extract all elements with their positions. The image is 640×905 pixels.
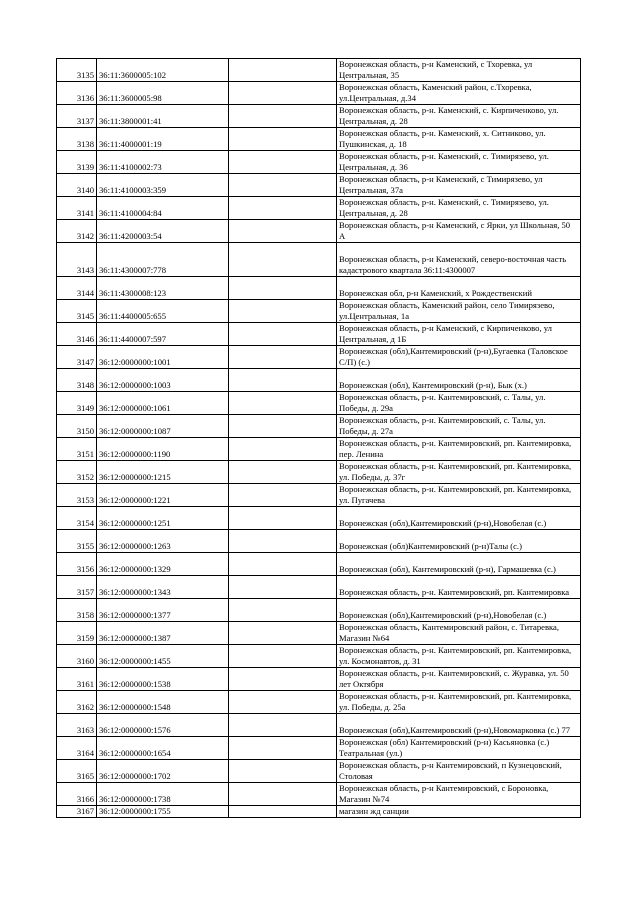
address-cell: Воронежская (обл),Кантемировский (р-н),Новобелая (с.) <box>337 507 581 530</box>
row-number: 3158 <box>57 599 97 622</box>
row-number: 3162 <box>57 691 97 714</box>
address-cell: Воронежская область, р-н Каменский, северо-восточная часть кадастрового квартала 36:11:4300007 <box>337 243 581 277</box>
table-row <box>57 392 581 415</box>
table-row <box>57 737 581 760</box>
empty-cell <box>229 760 337 783</box>
table-row <box>57 82 581 105</box>
cadastral-number: 36:12:0000000:1061 <box>97 392 229 415</box>
row-number: 3137 <box>57 105 97 128</box>
table-row <box>57 576 581 599</box>
empty-cell <box>229 645 337 668</box>
row-number: 3146 <box>57 323 97 346</box>
row-number: 3141 <box>57 197 97 220</box>
table-row <box>57 507 581 530</box>
empty-cell <box>229 174 337 197</box>
cadastral-number: 36:12:0000000:1215 <box>97 461 229 484</box>
cadastral-number: 36:11:4100003:359 <box>97 174 229 197</box>
empty-cell <box>229 346 337 369</box>
table-row <box>57 691 581 714</box>
row-number: 3160 <box>57 645 97 668</box>
row-number: 3161 <box>57 668 97 691</box>
cadastral-number: 36:12:0000000:1538 <box>97 668 229 691</box>
table-row <box>57 300 581 323</box>
cadastral-number: 36:12:0000000:1702 <box>97 760 229 783</box>
cadastral-number: 36:12:0000000:1387 <box>97 622 229 645</box>
cadastral-number: 36:12:0000000:1455 <box>97 645 229 668</box>
address-cell: Воронежская обл, р-н Каменский, х Рождественский <box>337 277 581 300</box>
cadastral-number: 36:12:0000000:1343 <box>97 576 229 599</box>
address-cell: Воронежская область, р-н Каменский, с Тхоревка, ул Центральная, 35 <box>337 59 581 82</box>
table-row <box>57 151 581 174</box>
empty-cell <box>229 668 337 691</box>
table-row <box>57 622 581 645</box>
address-cell: Воронежская область, Каменский район, с.Тхоревка, ул.Центральная, д.34 <box>337 82 581 105</box>
address-cell: Воронежская область, р-н. Кантемировский, рп. Кантемировка, ул. Победы, д. 37г <box>337 461 581 484</box>
table-row <box>57 530 581 553</box>
cadastral-number: 36:11:4100004:84 <box>97 197 229 220</box>
address-cell: Воронежская область, р-н. Кантемировский, с. Журавка, ул. 50 лет Октября <box>337 668 581 691</box>
row-number: 3163 <box>57 714 97 737</box>
address-cell: Воронежская область, р-н Кантемировский, п Кузнецовский, Столовая <box>337 760 581 783</box>
table-row <box>57 438 581 461</box>
empty-cell <box>229 392 337 415</box>
address-cell: магазин жд санции <box>337 806 581 818</box>
empty-cell <box>229 714 337 737</box>
row-number: 3151 <box>57 438 97 461</box>
empty-cell <box>229 415 337 438</box>
cadastral-number: 36:12:0000000:1329 <box>97 553 229 576</box>
registry-table-body <box>57 59 581 818</box>
row-number: 3154 <box>57 507 97 530</box>
table-row <box>57 369 581 392</box>
empty-cell <box>229 576 337 599</box>
table-row <box>57 806 581 818</box>
address-cell: Воронежская (обл), Кантемировский (р-н), Гармашевка (с.) <box>337 553 581 576</box>
address-cell: Воронежская область, р-н. Кантемировский, рп. Кантемировка <box>337 576 581 599</box>
cadastral-number: 36:11:4000001:19 <box>97 128 229 151</box>
cadastral-number: 36:11:4400005:655 <box>97 300 229 323</box>
table-row <box>57 128 581 151</box>
address-cell: Воронежская область, р-н Каменский, с Ярки, ул Школьная, 50 А <box>337 220 581 243</box>
table-row <box>57 243 581 277</box>
empty-cell <box>229 461 337 484</box>
empty-cell <box>229 128 337 151</box>
row-number: 3149 <box>57 392 97 415</box>
empty-cell <box>229 300 337 323</box>
row-number: 3153 <box>57 484 97 507</box>
address-cell: Воронежская (обл),Кантемировский (р-н),Новомарковка (с.) 77 <box>337 714 581 737</box>
table-row <box>57 714 581 737</box>
address-cell: Воронежская область, р-н. Каменский, с. Тимирязево, ул. Центральная, д. 36 <box>337 151 581 174</box>
table-row <box>57 415 581 438</box>
table-row <box>57 323 581 346</box>
row-number: 3145 <box>57 300 97 323</box>
address-cell: Воронежская область, р-н Кантемировский, с Бороновка, Магазин №74 <box>337 783 581 806</box>
table-row <box>57 197 581 220</box>
cadastral-number: 36:12:0000000:1576 <box>97 714 229 737</box>
address-cell: Воронежская область, р-н Каменский, с Кирпиченково, ул Центральная, д 1Б <box>337 323 581 346</box>
empty-cell <box>229 151 337 174</box>
table-row <box>57 645 581 668</box>
row-number: 3159 <box>57 622 97 645</box>
empty-cell <box>229 277 337 300</box>
cadastral-number: 36:11:4100002:73 <box>97 151 229 174</box>
cadastral-number: 36:11:3600005:102 <box>97 59 229 82</box>
empty-cell <box>229 691 337 714</box>
table-row <box>57 277 581 300</box>
row-number: 3165 <box>57 760 97 783</box>
address-cell: Воронежская область, Кантемировский район, с. Титаревка, Магазин №64 <box>337 622 581 645</box>
address-cell: Воронежская (обл),Кантемировский (р-н),Новобелая (с.) <box>337 599 581 622</box>
table-row <box>57 599 581 622</box>
address-cell: Воронежская область, Каменский район, село Тимирязево, ул.Центральная, 1а <box>337 300 581 323</box>
cadastral-number: 36:12:0000000:1654 <box>97 737 229 760</box>
cadastral-registry-table <box>56 58 581 818</box>
row-number: 3156 <box>57 553 97 576</box>
table-row <box>57 105 581 128</box>
empty-cell <box>229 806 337 818</box>
address-cell: Воронежская область, р-н. Кантемировский, рп. Кантемировка, ул. Победы, д. 25а <box>337 691 581 714</box>
address-cell: Воронежская область, р-н. Каменский, с. Тимирязево, ул. Центральная, д. 28 <box>337 197 581 220</box>
empty-cell <box>229 599 337 622</box>
cadastral-number: 36:12:0000000:1738 <box>97 783 229 806</box>
address-cell: Воронежская область, р-н. Кантемировский, рп. Кантемировка, ул. Пугачева <box>337 484 581 507</box>
row-number: 3143 <box>57 243 97 277</box>
address-cell: Воронежская область, р-н Каменский, с Тимирязево, ул Центральная, 37а <box>337 174 581 197</box>
address-cell: Воронежская (обл),Кантемировский (р-н),Бугаевка (Таловское С/П) (с.) <box>337 346 581 369</box>
cadastral-number: 36:11:4300007:778 <box>97 243 229 277</box>
empty-cell <box>229 507 337 530</box>
empty-cell <box>229 82 337 105</box>
cadastral-number: 36:11:4300008:123 <box>97 277 229 300</box>
row-number: 3138 <box>57 128 97 151</box>
empty-cell <box>229 622 337 645</box>
address-cell: Воронежская область, р-н. Кантемировский, с. Талы, ул. Победы, д. 29а <box>337 392 581 415</box>
cadastral-number: 36:12:0000000:1377 <box>97 599 229 622</box>
address-cell: Воронежская область, р-н. Каменский, х. Ситниково, ул. Пушкинская, д. 18 <box>337 128 581 151</box>
empty-cell <box>229 438 337 461</box>
cadastral-number: 36:12:0000000:1087 <box>97 415 229 438</box>
empty-cell <box>229 530 337 553</box>
cadastral-number: 36:11:3600005:98 <box>97 82 229 105</box>
row-number: 3135 <box>57 59 97 82</box>
empty-cell <box>229 220 337 243</box>
row-number: 3150 <box>57 415 97 438</box>
row-number: 3152 <box>57 461 97 484</box>
empty-cell <box>229 105 337 128</box>
address-cell: Воронежская область, р-н. Каменский, с. Кирпиченково, ул. Центральная, д. 28 <box>337 105 581 128</box>
cadastral-number: 36:12:0000000:1263 <box>97 530 229 553</box>
cadastral-number: 36:12:0000000:1251 <box>97 507 229 530</box>
table-row <box>57 346 581 369</box>
cadastral-number: 36:12:0000000:1003 <box>97 369 229 392</box>
empty-cell <box>229 484 337 507</box>
row-number: 3164 <box>57 737 97 760</box>
row-number: 3166 <box>57 783 97 806</box>
row-number: 3148 <box>57 369 97 392</box>
address-cell: Воронежская (обл), Кантемировский (р-н), Бык (х.) <box>337 369 581 392</box>
address-cell: Воронежская (обл)Кантемировский (р-н)Талы (с.) <box>337 530 581 553</box>
row-number: 3147 <box>57 346 97 369</box>
cadastral-number: 36:11:4400007:597 <box>97 323 229 346</box>
row-number: 3167 <box>57 806 97 818</box>
empty-cell <box>229 197 337 220</box>
cadastral-number: 36:12:0000000:1221 <box>97 484 229 507</box>
address-cell: Воронежская область, р-н. Кантемировский, рп. Кантемировка, ул. Космонавтов, д. 31 <box>337 645 581 668</box>
address-cell: Воронежская (обл) Кантемировский (р-н) Касьяновка (с.) Театральная (ул.) <box>337 737 581 760</box>
row-number: 3142 <box>57 220 97 243</box>
row-number: 3155 <box>57 530 97 553</box>
table-row <box>57 461 581 484</box>
row-number: 3157 <box>57 576 97 599</box>
table-row <box>57 484 581 507</box>
cadastral-number: 36:12:0000000:1190 <box>97 438 229 461</box>
empty-cell <box>229 243 337 277</box>
table-row <box>57 220 581 243</box>
empty-cell <box>229 737 337 760</box>
table-row <box>57 783 581 806</box>
cadastral-number: 36:11:3800001:41 <box>97 105 229 128</box>
table-row <box>57 174 581 197</box>
empty-cell <box>229 59 337 82</box>
address-cell: Воронежская область, р-н. Кантемировский, рп. Кантемировка, пер. Ленина <box>337 438 581 461</box>
row-number: 3139 <box>57 151 97 174</box>
row-number: 3140 <box>57 174 97 197</box>
cadastral-number: 36:11:4200003:54 <box>97 220 229 243</box>
empty-cell <box>229 369 337 392</box>
cadastral-number: 36:12:0000000:1548 <box>97 691 229 714</box>
empty-cell <box>229 783 337 806</box>
address-cell: Воронежская область, р-н. Кантемировский, с. Талы, ул. Победы, д. 27а <box>337 415 581 438</box>
row-number: 3136 <box>57 82 97 105</box>
cadastral-number: 36:12:0000000:1001 <box>97 346 229 369</box>
cadastral-number: 36:12:0000000:1755 <box>97 806 229 818</box>
row-number: 3144 <box>57 277 97 300</box>
table-row <box>57 553 581 576</box>
empty-cell <box>229 323 337 346</box>
table-row <box>57 59 581 82</box>
empty-cell <box>229 553 337 576</box>
table-row <box>57 760 581 783</box>
table-row <box>57 668 581 691</box>
